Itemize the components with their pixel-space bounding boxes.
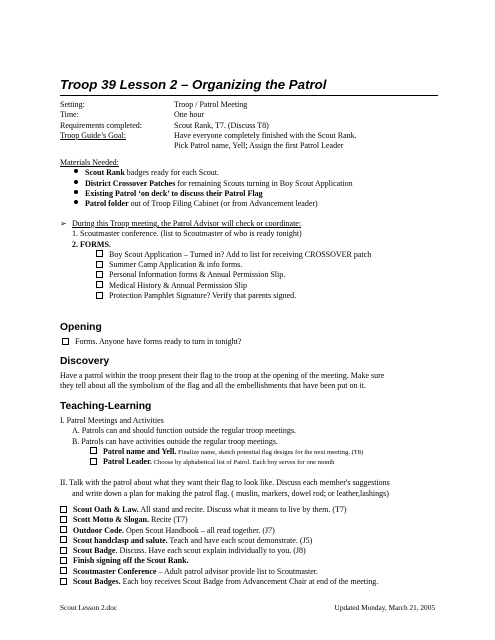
checklist-item: Personal Information forms & Annual Permission Slip. bbox=[60, 270, 460, 280]
materials-section bbox=[60, 158, 460, 209]
checklist-item: Patrol Leader. Choose by alphabetical list of Patrol. Each boy serves for one month bbox=[60, 457, 460, 467]
activity-checklist bbox=[60, 505, 460, 587]
outline-item: II. Talk with the patrol about what they want their flag to look like. Discuss each member's suggestions bbox=[60, 478, 390, 488]
checkbox-icon bbox=[96, 250, 103, 257]
advisor-intro: ➢ During this Troop meeting, the Patrol Advisor will check or coordinate: bbox=[60, 219, 302, 228]
opening-section bbox=[60, 322, 460, 347]
footer-filename: Scout Lesson 2.doc bbox=[60, 603, 117, 612]
setup-row bbox=[60, 100, 460, 110]
bullet-icon bbox=[74, 180, 78, 184]
setup-label: Setting: bbox=[60, 100, 85, 109]
checklist-item: Scout Badges. Each boy receives Scout Badge from Advancement Chair at end of the meeting. bbox=[60, 577, 460, 587]
advisor-item: 2. FORMS. bbox=[72, 239, 111, 249]
setup-label bbox=[60, 141, 174, 151]
checkbox-icon bbox=[96, 281, 103, 288]
checkbox-icon bbox=[60, 567, 67, 574]
setup-value: Scout Rank, T7. (Discuss T8) bbox=[174, 120, 269, 130]
footer-updated: Updated Monday, March 21, 2005 bbox=[334, 603, 435, 612]
bullet-icon bbox=[74, 190, 78, 194]
checklist-item: Scout Oath & Law. All stand and recite. Discuss what it means to live by them. (T7) bbox=[60, 505, 460, 515]
checkbox-icon bbox=[60, 516, 67, 523]
setup-value: One hour bbox=[174, 110, 204, 120]
checklist-item: Summer Camp Application & info forms. bbox=[60, 260, 460, 270]
list-item: Scout Rank badges ready for each Scout. bbox=[60, 168, 460, 178]
checkbox-icon bbox=[60, 526, 67, 533]
outline-item: and write down a plan for making the patrol flag. ( muslin, markers, dowel rod; or leather,lashings) bbox=[72, 488, 389, 498]
checkbox-icon bbox=[60, 547, 67, 554]
checklist-item: Patrol name and Yell. Finalize name, sketch potential flag designs for the next meeting. (T8) bbox=[60, 447, 460, 457]
setup-label: Time: bbox=[60, 110, 79, 120]
checkbox-icon bbox=[62, 338, 69, 345]
checklist-item: Scout Badge. Discuss. Have each scout explain individually to you. (J8) bbox=[60, 546, 460, 556]
list-item: District Crossover Patches for remaining Scouts turning in Boy Scout Application bbox=[60, 179, 460, 189]
bullet-icon bbox=[74, 169, 78, 173]
setup-value: Troop / Patrol Meeting bbox=[174, 100, 248, 109]
checkbox-icon bbox=[60, 578, 67, 585]
checkbox-icon bbox=[60, 557, 67, 564]
setup-row bbox=[60, 141, 460, 151]
setup-row bbox=[60, 131, 460, 141]
setup-row bbox=[60, 121, 460, 131]
page-footer bbox=[60, 603, 435, 612]
list-item: Patrol folder out of Troop Filing Cabinet (or from Advancement leader) bbox=[60, 199, 460, 209]
checklist-item: Protection Pamphlet Signature? Verify that parents signed. bbox=[60, 291, 460, 301]
checkbox-icon bbox=[60, 506, 67, 513]
checklist-item: Scoutmaster Conference – Adult patrol advisor provide list to Scoutmaster. bbox=[60, 567, 460, 577]
bullet-icon bbox=[74, 200, 78, 204]
materials-heading: Materials Needed: bbox=[60, 158, 119, 167]
setup-table bbox=[60, 100, 460, 151]
setup-label: Troop Guide’s Goal: bbox=[60, 130, 126, 140]
outline-item: I. Patrol Meetings and Activities bbox=[60, 416, 164, 425]
advisor-section bbox=[60, 219, 460, 301]
checkbox-icon bbox=[96, 292, 103, 299]
paragraph-line: Have a patrol within the troop present their flag to the troop at the opening of the meeting. Make sure bbox=[60, 371, 385, 380]
outline-item: B. Patrols can have activities outside the regular troop meetings. bbox=[72, 436, 278, 446]
paragraph-line: they tell about all the symbolism of the flag and all the embellishments that have been put on it. bbox=[60, 381, 366, 391]
section-heading: Discovery bbox=[60, 356, 110, 367]
checklist-item: Scout handclasp and salute. Teach and have each scout demonstrate. (J5) bbox=[60, 536, 460, 546]
teaching-section bbox=[60, 401, 460, 499]
checkbox-icon bbox=[60, 536, 67, 543]
section-heading: Teaching-Learning bbox=[60, 401, 152, 412]
checklist-item: Boy Scout Application – Turned in? Add to list for receiving CROSSOVER patch bbox=[60, 250, 460, 260]
section-heading: Opening bbox=[60, 322, 102, 333]
advisor-item: 1. Scoutmaster conference. (list to Scoutmaster of who is ready tonight) bbox=[72, 229, 302, 239]
checklist-item: Medical History & Annual Permission Slip bbox=[60, 281, 460, 291]
checkbox-icon bbox=[96, 271, 103, 278]
arrow-icon: ➢ bbox=[60, 219, 67, 228]
outline-item: A. Patrols can and should function outside the regular troop meetings. bbox=[72, 426, 296, 436]
list-item: Existing Patrol ‘on deck’ to discuss their Patrol Flag bbox=[60, 189, 460, 199]
setup-value: Pick Patrol name, Yell; Assign the first Patrol Leader bbox=[174, 141, 344, 151]
page-title: Troop 39 Lesson 2 – Organizing the Patrol bbox=[60, 77, 438, 96]
checkbox-icon bbox=[90, 447, 97, 454]
setup-row bbox=[60, 110, 460, 120]
checklist-item: Scott Motto & Slogan. Recite (T7) bbox=[60, 515, 460, 525]
checklist-item: Forms. Anyone have forms ready to turn in tonight? bbox=[60, 337, 460, 347]
discovery-section bbox=[60, 356, 460, 392]
setup-value: Have everyone completely finished with the Scout Rank. bbox=[174, 130, 357, 140]
checklist-item: Outdoor Code. Open Scout Handbook – all read together. (J7) bbox=[60, 526, 460, 536]
checklist-item: Finish signing off the Scout Rank. bbox=[60, 556, 460, 566]
setup-label: Requirements completed: bbox=[60, 120, 142, 130]
checkbox-icon bbox=[90, 458, 97, 465]
checkbox-icon bbox=[96, 261, 103, 268]
